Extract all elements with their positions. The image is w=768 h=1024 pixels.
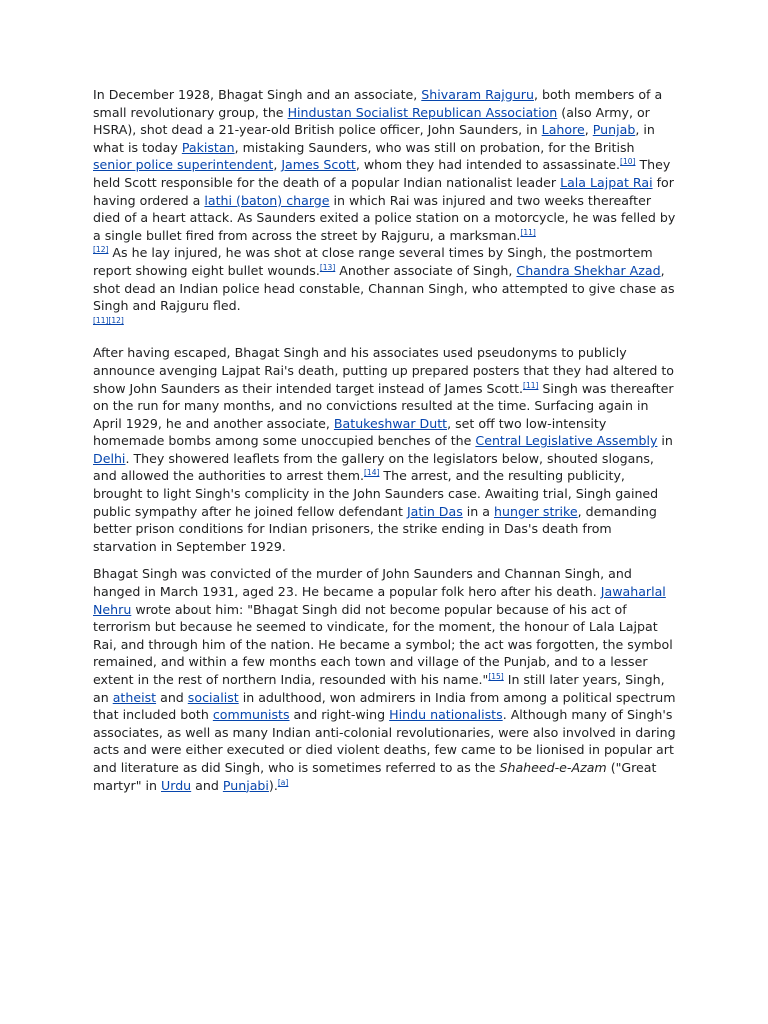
citation-link[interactable]: [14]: [364, 468, 380, 478]
citation-link[interactable]: [11][12]: [93, 315, 124, 325]
citation-link[interactable]: [12]: [93, 245, 109, 255]
text: ("Great martyr" in: [93, 759, 657, 793]
text: . Although many of Singh's associates, as well as many Indian anti-colonial revolutionaries, were also involved in daring acts and were either executed or died violent deaths, few came to be lionised in popular art and literature as did Singh, who is sometimes referred to as the: [93, 707, 676, 775]
citation: [520, 228, 535, 237]
paragraph-3: [93, 565, 676, 794]
link-urdu[interactable]: Urdu: [161, 777, 192, 793]
link-communists[interactable]: communists: [212, 707, 290, 723]
text: After having escaped, Bhagat Singh and his associates used pseudonyms to publicly announce avenging Lajpat Rai's death, putting up prepared posters that they had altered to show John Saunders as their intended target instead of James Scott.: [93, 345, 674, 396]
note-reference: [278, 778, 288, 787]
text: As he lay injured, he was shot at close range several times by Singh, the postmortem report showing eight bullet wounds.: [93, 245, 653, 278]
text: , whom they had intended to assassinate.: [355, 157, 621, 173]
link-atheist[interactable]: atheist: [112, 689, 157, 705]
text: and right-wing: [289, 707, 390, 723]
citation: [364, 468, 379, 477]
citation: [93, 316, 124, 325]
link-jatin-das[interactable]: Jatin Das: [406, 503, 463, 519]
text: Singh was thereafter on the run for many months, and no convictions resulted at the time. Surfacing again in April 1929, he and another associate,: [93, 380, 674, 431]
link-jawaharlal-nehru[interactable]: Jawaharlal Nehru: [93, 584, 666, 617]
note-link[interactable]: [a]: [277, 777, 289, 787]
text: In still later years, Singh, an: [93, 672, 665, 705]
shaheed-e-azam-term: Shaheed-e-Azam: [499, 759, 607, 775]
link-delhi[interactable]: Delhi: [93, 450, 126, 466]
text: , set off two low-intensity homemade bombs among some unoccupied benches of the: [93, 415, 607, 449]
text: wrote about him: "Bhagat Singh did not become popular because of his act of terrorism but because he seemed to vindicate, for the moment, the honour of Lala Lajpat Rai, and through him of the nation. He became a symbol; the act was forgotten, the symbol remained, and within a few months each town and village of the Punjab, and to a lesser extent in the rest of northern India, resounded with his name.": [93, 601, 673, 687]
text: in adulthood, won admirers in India from among a political spectrum that included both: [93, 689, 676, 723]
link-james-scott[interactable]: James Scott: [281, 157, 356, 173]
text: and: [191, 777, 223, 793]
link-lahore[interactable]: Lahore: [541, 122, 585, 138]
citation: [488, 672, 503, 681]
text: and: [156, 689, 188, 705]
link-hsra[interactable]: Hindustan Socialist Republican Association: [287, 104, 558, 120]
link-batukeshwar-dutt[interactable]: Batukeshwar Dutt: [333, 415, 448, 431]
citation: [620, 157, 635, 166]
citation: [93, 245, 108, 254]
text: Bhagat Singh was convicted of the murder of John Saunders and Channan Singh, and hanged in March 1931, aged 23. He became a popular folk hero after his death.: [93, 566, 632, 600]
text: , in what is today: [93, 122, 655, 155]
text: , mistaking Saunders, who was still on probation, for the British: [234, 139, 635, 155]
text: for having ordered a: [93, 174, 674, 208]
citation-link[interactable]: [15]: [488, 672, 504, 681]
text: , shot dead an Indian police head constable, Channan Singh, who attempted to give chase as Singh and Rajguru fled.: [93, 262, 675, 314]
text: ,: [273, 157, 282, 173]
text: In December 1928, Bhagat Singh and an associate,: [93, 87, 422, 102]
link-socialist[interactable]: socialist: [187, 689, 239, 705]
link-hunger-strike[interactable]: hunger strike: [494, 503, 578, 519]
text: ,: [584, 122, 593, 138]
text: , demanding better prison conditions for Indian prisoners, the strike ending in Das's death from starvation in September 1929.: [93, 503, 657, 554]
text: in which Rai was injured and two weeks thereafter died of a heart attack. As Saunders exited a police station on a motorcycle, he was felled by a single bullet fired from across the street by Rajguru, a marksman.: [93, 192, 676, 243]
link-shivaram-rajguru[interactable]: Shivaram Rajguru: [421, 87, 534, 102]
citation-link[interactable]: [11]: [523, 380, 539, 390]
citation: [320, 263, 335, 272]
text: in a: [462, 503, 495, 519]
citation-link[interactable]: [10]: [620, 157, 636, 167]
citation: [523, 381, 538, 390]
text: . They showered leaflets from the gallery on the legislators below, shouted slogans, and allowed the authorities to arrest them.: [93, 450, 654, 484]
citation-link[interactable]: [13]: [319, 262, 336, 272]
text: ).: [268, 777, 278, 793]
link-punjabi[interactable]: Punjabi: [222, 777, 269, 793]
text: in: [657, 433, 673, 449]
text: They held Scott responsible for the death of a popular Indian nationalist leader: [93, 157, 671, 190]
paragraph-2: [93, 344, 676, 555]
link-chandra-shekhar-azad[interactable]: Chandra Shekhar Azad: [516, 262, 661, 278]
link-lathi-charge[interactable]: lathi (baton) charge: [204, 192, 330, 208]
link-hindu-nationalists[interactable]: Hindu nationalists: [389, 707, 503, 723]
link-pakistan[interactable]: Pakistan: [181, 139, 235, 155]
text: , both members of a small revolutionary group, the: [93, 87, 663, 120]
text: (also Army, or HSRA), shot dead a 21-year-old British police officer, John Saunders, in: [93, 104, 650, 138]
text: Another associate of Singh,: [335, 262, 517, 278]
text: The arrest, and the resulting publicity, brought to light Singh's complicity in the John Saunders case. Awaiting trial, Singh gained public sympathy after he joined fellow defendant: [93, 468, 659, 519]
paragraph-1: [93, 86, 676, 332]
link-punjab[interactable]: Punjab: [592, 122, 636, 138]
link-central-legislative-assembly[interactable]: Central Legislative Assembly: [475, 433, 658, 449]
citation-link[interactable]: [11]: [520, 227, 536, 237]
link-lala-lajpat-rai[interactable]: Lala Lajpat Rai: [560, 174, 653, 190]
link-senior-police-superintendent[interactable]: senior police superintendent: [93, 157, 274, 173]
